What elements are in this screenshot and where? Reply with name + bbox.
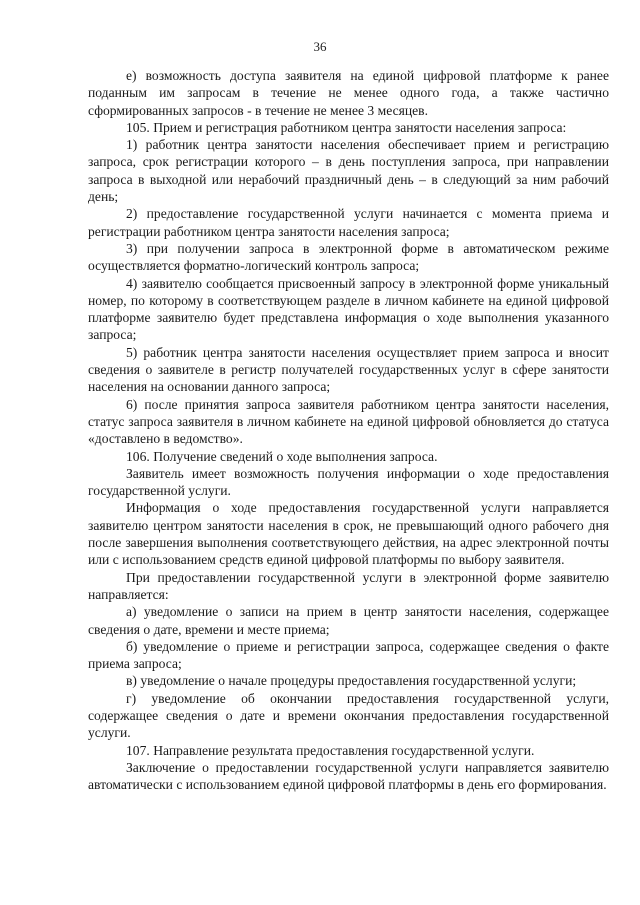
paragraph-105-4: 4) заявителю сообщается присвоенный запросу в электронной форме уникальный номер, по которому в соответствующем разделе в личном кабинете на единой цифровой платформе заявителю будет представлена информация о ходе выполнения указанного запроса; (88, 275, 609, 343)
paragraph-e-access: е) возможность доступа заявителя на единой цифровой платформе к ранее поданным им запросам в течение не менее одного года, а также частично сформированных запросов - в течение не менее 3 месяцев. (88, 68, 609, 118)
paragraph-106-v: в) уведомление о начале процедуры предоставления государственной услуги; (126, 673, 577, 689)
paragraph-106-g: г) уведомление об окончании предоставления государственной услуги, содержащее сведения о дате и времени окончания предоставления государственной услуги. (88, 690, 609, 741)
paragraph-106-a: а) уведомление о записи на прием в центр занятости населения, содержащее сведения о дате, времени и месте приема; (88, 604, 609, 637)
section-106-heading: 106. Получение сведений о ходе выполнения запроса. (126, 448, 438, 464)
paragraph-107-conclusion: Заключение о предоставлении государственной услуги направляется заявителю автоматически с использованием единой цифровой платформы в день его формирования. (88, 759, 609, 793)
paragraph-105-2: 2) предоставление государственной услуги начинается с момента приема и регистрации работником центра занятости населения запроса; (88, 206, 609, 239)
section-107-heading: 107. Направление результата предоставления государственной услуги. (126, 742, 535, 758)
paragraph-106-electronic: При предоставлении государственной услуги в электронной форме заявителю направляется: (88, 569, 609, 602)
paragraph-105-1: 1) работник центра занятости населения обеспечивает прием и регистрацию запроса, срок регистрации которого – в день поступления запроса, при направлении запроса в выходной или нерабочий праздничный день – в следующий за ним рабочий день; (88, 137, 609, 205)
document-body (88, 67, 609, 793)
paragraph-106-b: б) уведомление о приеме и регистрации запроса, содержащее сведения о факте приема запроса; (88, 638, 609, 672)
page-number: 36 (313, 39, 327, 54)
paragraph-105-3: 3) при получении запроса в электронной форме в автоматическом режиме осуществляется форматно-логический контроль запроса; (88, 240, 609, 274)
paragraph-105-6: 6) после принятия запроса заявителя работником центра занятости населения, статус запроса заявителя в личном кабинете на единой цифровой обновляется до статуса «доставлено в ведомство». (88, 396, 609, 447)
section-105-heading: 105. Прием и регистрация работником центра занятости населения запроса: (126, 119, 567, 135)
paragraph-106-info: Заявитель имеет возможность получения информации о ходе предоставления государственной услуги. (88, 465, 609, 499)
paragraph-105-5: 5) работник центра занятости населения осуществляет прием запроса и вносит сведения о заявителе в регистр получателей государственных услуг в сфере занятости населения на основании данного запроса; (88, 344, 609, 395)
paragraph-106-progress: Информация о ходе предоставления государственной услуги направляется заявителю центром занятости населения в срок, не превышающий одного рабочего дня после завершения выполнения соответствующего действия, на адрес электронной почты или с использованием средств единой цифровой платформы по выбору заявителя. (88, 500, 609, 568)
